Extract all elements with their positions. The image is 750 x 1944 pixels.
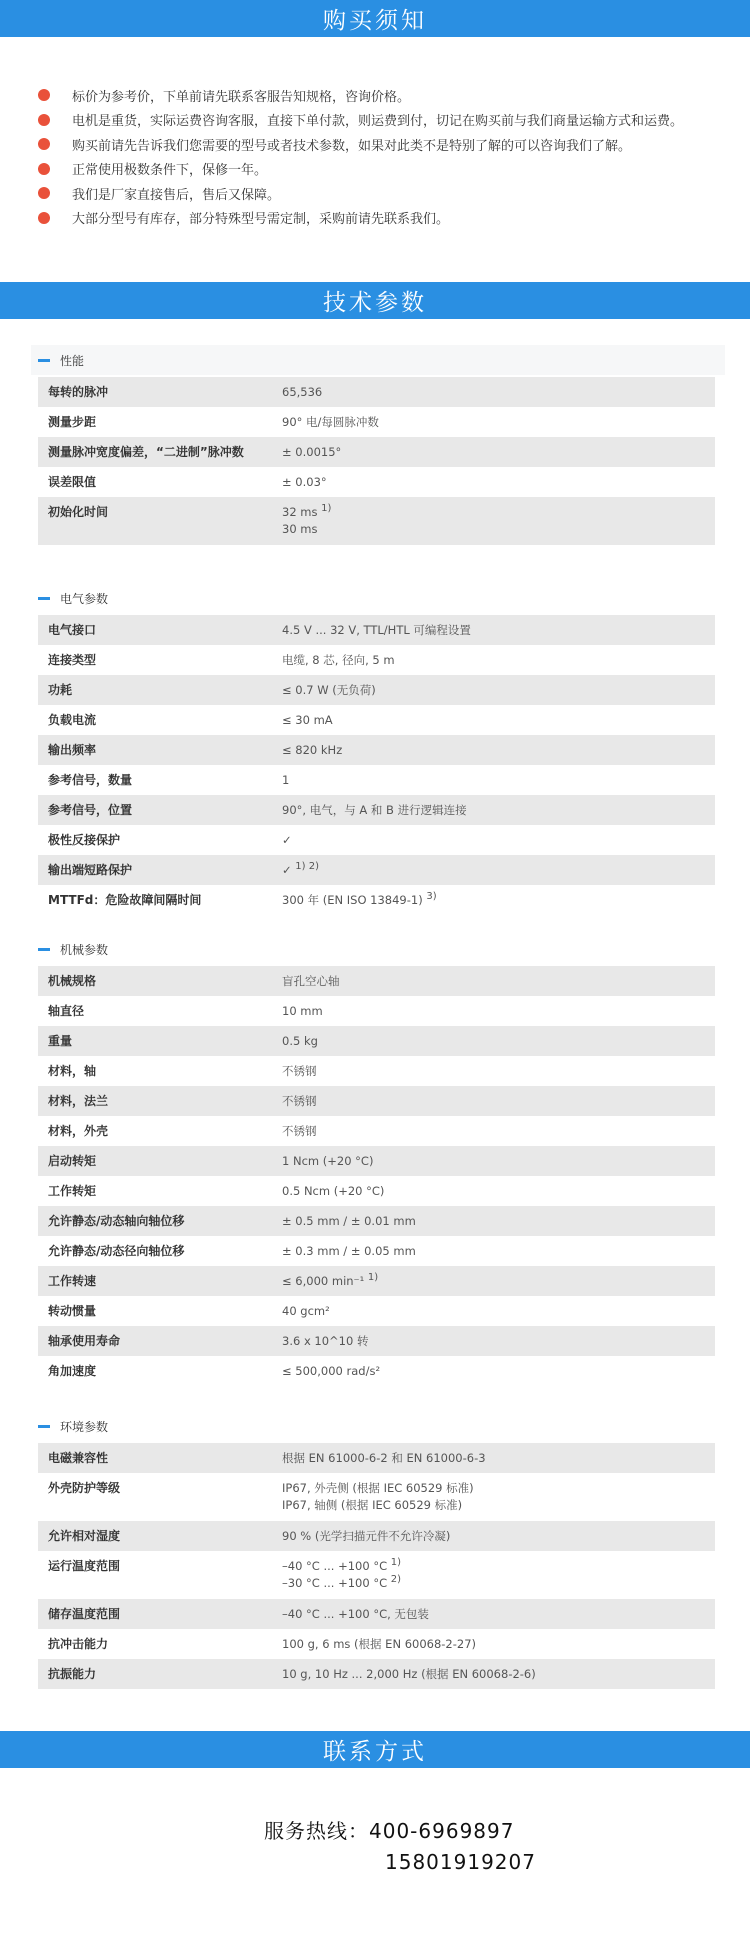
spec-value-line [282,1266,715,1296]
spec-row [38,497,715,545]
spec-value [282,407,715,437]
spec-value [282,1146,715,1176]
section-title [38,937,108,961]
spec-value-text: 不锈钢 [282,1064,317,1078]
spec-value-line [282,1599,715,1629]
notice-text: 正常使用极数条件下，保修一年。 [72,163,268,179]
footnote-ref: 1) [390,1557,402,1569]
spec-row [38,1599,715,1629]
spec-value-line [282,1521,715,1551]
spec-value-text: 32 ms [282,505,318,519]
spec-row [38,1146,715,1176]
spec-value-line [282,1086,715,1116]
spec-value-text: 1 [282,773,290,787]
spec-value-text: ≤ 6,000 min⁻¹ [282,1274,365,1288]
banner-title: 购买须知 [323,8,427,34]
spec-value-text: 90 % (光学扫描元件不允许冷凝) [282,1529,451,1543]
spec-row [38,966,715,996]
spec-row [38,1659,715,1689]
spec-value-text: ≤ 30 mA [282,713,333,727]
spec-label: 测量脉冲宽度偏差，“二进制”脉冲数 [48,445,244,459]
spec-value-line [282,795,715,825]
spec-value-text: ± 0.03° [282,475,327,489]
spec-value-text: ± 0.3 mm / ± 0.05 mm [282,1244,416,1258]
spec-row [38,1116,715,1146]
bullet-dot-icon [38,187,50,199]
notice-item [38,181,738,206]
spec-value-line [282,735,715,765]
section-title [38,586,108,610]
footnote-ref: 3) [426,891,437,903]
spec-table [38,966,715,1386]
spec-value [282,1206,715,1236]
spec-value-line [282,1146,715,1176]
spec-value-line [282,705,715,735]
footnote-ref: 1) [321,503,332,515]
spec-value-text: 不锈钢 [282,1124,317,1138]
spec-value-text: 盲孔空心轴 [282,974,340,988]
spec-value-line [282,504,715,521]
spec-value-line [282,1116,715,1146]
spec-label: 负载电流 [48,713,97,727]
spec-value-text: 10 g, 10 Hz ... 2,000 Hz (根据 EN 60068-2-6) [282,1667,536,1681]
notice-item [38,206,738,231]
section-title [38,1414,108,1438]
spec-value-line [282,1443,715,1473]
bullet-dot-icon [38,212,50,224]
spec-value-text: IP67, 轴侧 (根据 IEC 60529 标准) [282,1498,463,1512]
spec-value-line [282,765,715,795]
spec-value [282,1296,715,1326]
spec-value [282,1599,715,1629]
spec-value [282,1629,715,1659]
spec-row [38,705,715,735]
spec-value-line [282,1326,715,1356]
section-dash-icon [38,359,50,362]
spec-row [38,1086,715,1116]
footnote-ref: 1) 2) [295,861,320,873]
spec-value [282,1176,715,1206]
spec-row [38,1326,715,1356]
spec-value-line [282,407,715,437]
spec-value-text: 100 g, 6 ms (根据 EN 60068-2-27) [282,1637,477,1651]
bullet-dot-icon [38,89,50,101]
footnote-ref: 1) [367,1272,379,1284]
spec-value [282,1473,715,1521]
spec-row [38,795,715,825]
spec-label: 材料，法兰 [48,1094,109,1108]
spec-value [282,615,715,645]
spec-value-text: –30 °C ... +100 °C [282,1576,388,1590]
section-title-text: 环境参数 [60,1419,109,1434]
spec-row [38,1356,715,1386]
notice-text: 电机是重货，实际运费咨询客服，直接下单付款，则运费到付，切记在购买前与我们商量运输方式和运费。 [72,114,684,130]
spec-table [38,615,715,915]
spec-label: 运行温度范围 [48,1559,121,1573]
spec-label: 转动惯量 [48,1304,97,1318]
section-title-text: 机械参数 [60,942,109,957]
spec-value [282,705,715,735]
spec-value-line [282,467,715,497]
spec-table [38,1443,715,1689]
spec-value [282,1266,715,1296]
spec-value-text: ± 0.0015° [282,445,342,459]
hotline-phone-secondary[interactable]: 15801919207 [385,1850,536,1874]
notice-text: 我们是厂家直接售后，售后又保障。 [72,187,281,203]
spec-label: 角加速度 [48,1364,97,1378]
spec-value-line [282,1558,715,1575]
hotline-label: 服务热线： [264,1819,369,1843]
spec-value-line [282,1659,715,1689]
footnote-ref: 2) [390,1574,402,1586]
spec-value-text: IP67, 外壳侧 (根据 IEC 60529 标准) [282,1481,474,1495]
spec-value [282,735,715,765]
spec-value [282,765,715,795]
spec-value-text: ≤ 500,000 rad/s² [282,1364,381,1378]
spec-row [38,1056,715,1086]
spec-label: 轴直径 [48,1004,85,1018]
spec-table [38,377,715,545]
spec-value [282,1551,715,1599]
spec-label: 抗振能力 [48,1667,97,1681]
spec-row [38,1236,715,1266]
spec-value-line [282,1629,715,1659]
spec-row [38,855,715,885]
spec-value-line [282,1296,715,1326]
spec-value-line [282,377,715,407]
spec-value [282,645,715,675]
spec-value [282,1659,715,1689]
spec-value-text: 10 mm [282,1004,323,1018]
spec-value [282,675,715,705]
spec-value-line [282,1056,715,1086]
spec-label: 轴承使用寿命 [48,1334,121,1348]
spec-label: 输出频率 [48,743,97,757]
spec-label: 重量 [48,1034,73,1048]
spec-value [282,885,715,915]
spec-value-line [282,521,715,538]
spec-value [282,1443,715,1473]
spec-value [282,1356,715,1386]
bullet-dot-icon [38,114,50,126]
spec-value-line [282,675,715,705]
spec-label: 材料，轴 [48,1064,97,1078]
spec-value [282,377,715,407]
spec-row [38,1551,715,1599]
section-dash-icon [38,948,50,951]
spec-label: 抗冲击能力 [48,1637,109,1651]
banner-title: 技术参数 [323,290,427,316]
spec-value-line [282,1026,715,1056]
spec-value-text: 40 gcm² [282,1304,330,1318]
spec-row [38,1026,715,1056]
spec-value-text: 90°, 电气，与 A 和 B 进行逻辑连接 [282,803,467,817]
spec-value-line [282,437,715,467]
purchase-notes-list [38,83,738,230]
spec-value-text: –40 °C ... +100 °C [282,1559,388,1573]
banner-title: 联系方式 [323,1739,427,1765]
bullet-dot-icon [38,163,50,175]
banner-contact [0,1731,750,1768]
section-title-text: 电气参数 [60,591,109,606]
spec-label: 初始化时间 [48,505,109,519]
spec-value-line [282,885,715,915]
spec-row [38,1176,715,1206]
spec-value-text: ≤ 0.7 W (无负荷) [282,683,376,697]
spec-label: 测量步距 [48,415,97,429]
spec-value-text: 不锈钢 [282,1094,317,1108]
spec-label: 允许静态/动态径向轴位移 [48,1244,185,1258]
spec-label: 电气接口 [48,623,97,637]
spec-row [38,1629,715,1659]
spec-row [38,1206,715,1236]
spec-row [38,765,715,795]
spec-row [38,645,715,675]
spec-value-line [282,615,715,645]
spec-label: 电磁兼容性 [48,1451,109,1465]
spec-value [282,996,715,1026]
spec-label: 允许相对湿度 [48,1529,121,1543]
spec-value [282,1116,715,1146]
spec-row [38,615,715,645]
section-title-text: 性能 [60,353,85,368]
spec-value-text: 0.5 kg [282,1034,318,1048]
spec-value-text: 电缆, 8 芯, 径向, 5 m [282,653,395,667]
spec-label: 工作转速 [48,1274,97,1288]
spec-label: 参考信号，位置 [48,803,133,817]
banner-purchase-notes [0,0,750,37]
spec-value-text: 300 年 (EN ISO 13849-1) [282,893,423,907]
banner-tech-specs [0,282,750,319]
hotline-line [264,1815,514,1844]
spec-row [38,437,715,467]
spec-value-line [282,1206,715,1236]
spec-row [38,1296,715,1326]
spec-value-line [282,645,715,675]
spec-label: 误差限值 [48,475,97,489]
spec-value-line [282,1236,715,1266]
notice-text: 大部分型号有库存，部分特殊型号需定制，采购前请先联系我们。 [72,212,450,228]
notice-text: 购买前请先告诉我们您需要的型号或者技术参数，如果对此类不是特别了解的可以咨询我们了解。 [72,138,632,154]
spec-value [282,855,715,885]
spec-value-text: 65,536 [282,385,323,399]
spec-label: 功耗 [48,683,73,697]
spec-value-line [282,996,715,1026]
spec-label: 启动转矩 [48,1154,97,1168]
spec-value [282,1026,715,1056]
spec-value-text: 1 Ncm (+20 °C) [282,1154,374,1168]
spec-label: 外壳防护等级 [48,1481,121,1495]
spec-value-text: ≤ 820 kHz [282,743,343,757]
spec-value-text: ✓ [282,833,292,847]
spec-value [282,1056,715,1086]
spec-label: 输出端短路保护 [48,863,133,877]
spec-label: 材料，外壳 [48,1124,109,1138]
spec-value-text: 0.5 Ncm (+20 °C) [282,1184,385,1198]
spec-row [38,1473,715,1521]
spec-value-line [282,855,715,885]
spec-row [38,1521,715,1551]
bullet-dot-icon [38,138,50,150]
spec-row [38,377,715,407]
spec-value-text: 90° 电/每圆脉冲数 [282,415,379,429]
hotline-phone-primary[interactable]: 400-6969897 [369,1819,515,1843]
spec-label: 极性反接保护 [48,833,121,847]
spec-row [38,467,715,497]
spec-value [282,1236,715,1266]
section-dash-icon [38,597,50,600]
spec-value [282,825,715,855]
section-dash-icon [38,1425,50,1428]
spec-value-line [282,1575,715,1592]
spec-label: 每转的脉冲 [48,385,109,399]
spec-value-text: 3.6 x 10^10 转 [282,1334,369,1348]
spec-value-line [282,966,715,996]
spec-value-line [282,1480,715,1497]
notice-text: 标价为参考价，下单前请先联系客服告知规格，咨询价格。 [72,89,411,105]
spec-value-text: 4.5 V ... 32 V, TTL/HTL 可编程设置 [282,623,471,637]
spec-value [282,467,715,497]
section-title [38,348,84,372]
spec-value-text: –40 °C ... +100 °C, 无包装 [282,1607,429,1621]
spec-row [38,735,715,765]
notice-item [38,157,738,182]
notice-item [38,83,738,108]
spec-label: 工作转矩 [48,1184,97,1198]
spec-value-text: ✓ [282,863,292,877]
spec-value-line [282,1356,715,1386]
spec-value [282,1086,715,1116]
spec-value-text: 30 ms [282,522,318,536]
spec-value [282,966,715,996]
spec-row [38,407,715,437]
spec-value-text: ± 0.5 mm / ± 0.01 mm [282,1214,416,1228]
spec-row [38,885,715,915]
spec-value [282,795,715,825]
spec-label: 参考信号，数量 [48,773,133,787]
spec-value-line [282,825,715,855]
spec-label: 允许静态/动态轴向轴位移 [48,1214,185,1228]
spec-value [282,1326,715,1356]
notice-item [38,132,738,157]
section-header-band [31,345,725,375]
spec-value-line [282,1497,715,1514]
spec-value-line [282,1176,715,1206]
spec-label: 机械规格 [48,974,97,988]
spec-row [38,1443,715,1473]
spec-value [282,497,715,545]
spec-row [38,675,715,705]
notice-item [38,108,738,133]
spec-value [282,1521,715,1551]
spec-row [38,1266,715,1296]
spec-value-text: 根据 EN 61000-6-2 和 EN 61000-6-3 [282,1451,486,1465]
spec-label: 储存温度范围 [48,1607,121,1621]
spec-row [38,825,715,855]
spec-label: 连接类型 [48,653,97,667]
spec-value [282,437,715,467]
spec-row [38,996,715,1026]
spec-label: MTTFd：危险故障间隔时间 [48,893,202,907]
